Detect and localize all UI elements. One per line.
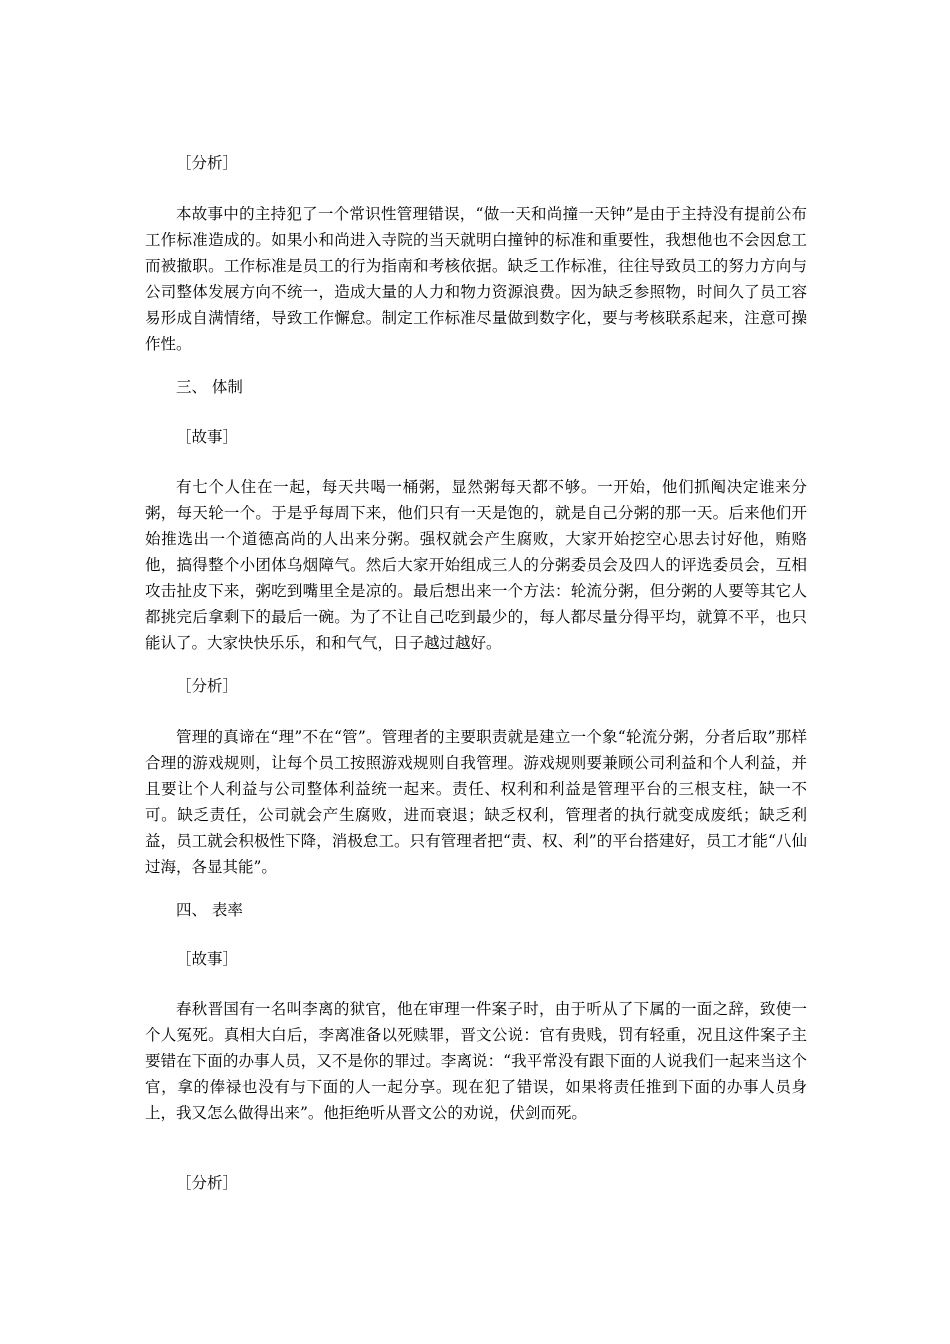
section-label-analysis: ［分析］ xyxy=(176,1174,239,1192)
section-heading-system: 三、 体制 xyxy=(176,378,243,396)
section-label-story: ［故事］ xyxy=(176,428,239,446)
section-heading-example: 四、 表率 xyxy=(176,901,243,919)
section-label-analysis: ［分析］ xyxy=(176,677,239,695)
section-label-story: ［故事］ xyxy=(176,950,239,968)
story-paragraph: 有七个人住在一起，每天共喝一桶粥，显然粥每天都不够。一开始，他们抓阄决定谁来分粥，每天轮一个。于是乎每周下来，他们只有一天是饱的，就是自己分粥的那一天。后来他们开始推选出一个道德高尚的人出来分粥。强权就会产生腐败，大家开始挖空心思去讨好他，贿赂他，搞得整个小团体乌烟障气。然后大家开始组成三人的分粥委员会及四人的评选委员会，互相攻击扯皮下来，粥吃到嘴里全是凉的。最后想出来一个方法：轮流分粥，但分粥的人要等其它人都挑完后拿剩下的最后一碗。为了不让自己吃到最少的，每人都尽量分得平均，就算不平，也只能认了。大家快快乐乐，和和气气，日子越过越好。 xyxy=(145,478,807,652)
analysis-paragraph: 本故事中的主持犯了一个常识性管理错误，“做一天和尚撞一天钟”是由于主持没有提前公布工作标准造成的。如果小和尚进入寺院的当天就明白撞钟的标准和重要性，我想他也不会因怠工而被撤职。工作标准是员工的行为指南和考核依据。缺乏工作标准，往往导致员工的努力方向与公司整体发展方向不统一，造成大量的人力和物力资源浪费。因为缺乏参照物，时间久了员工容易形成自满情绪，导致工作懈怠。制定工作标准尽量做到数字化，要与考核联系起来，注意可操作性。 xyxy=(145,205,807,353)
analysis-paragraph: 管理的真谛在“理”不在“管”。管理者的主要职责就是建立一个象“轮流分粥，分者后取”那样合理的游戏规则，让每个员工按照游戏规则自我管理。游戏规则要兼顾公司利益和个人利益，并且要让个人利益与公司整体利益统一起来。责任、权利和利益是管理平台的三根支柱，缺一不可。缺乏责任，公司就会产生腐败，进而衰退；缺乏权利，管理者的执行就变成废纸；缺乏利益，员工就会积极性下降，消极怠工。只有管理者把“责、权、利”的平台搭建好，员工才能“八仙过海，各显其能”。 xyxy=(145,728,807,876)
section-label-analysis: ［分析］ xyxy=(176,154,239,172)
story-paragraph: 春秋晋国有一名叫李离的狱官，他在审理一件案子时，由于听从了下属的一面之辞，致使一个人冤死。真相大白后，李离准备以死赎罪，晋文公说：官有贵贱，罚有轻重，况且这件案子主要错在下面的办事人员，又不是你的罪过。李离说：“我平常没有跟下面的人说我们一起来当这个官，拿的俸禄也没有与下面的人一起分享。现在犯了错误，如果将责任推到下面的办事人员身上，我又怎么做得出来”。他拒绝听从晋文公的劝说，伏剑而死。 xyxy=(145,1000,807,1122)
